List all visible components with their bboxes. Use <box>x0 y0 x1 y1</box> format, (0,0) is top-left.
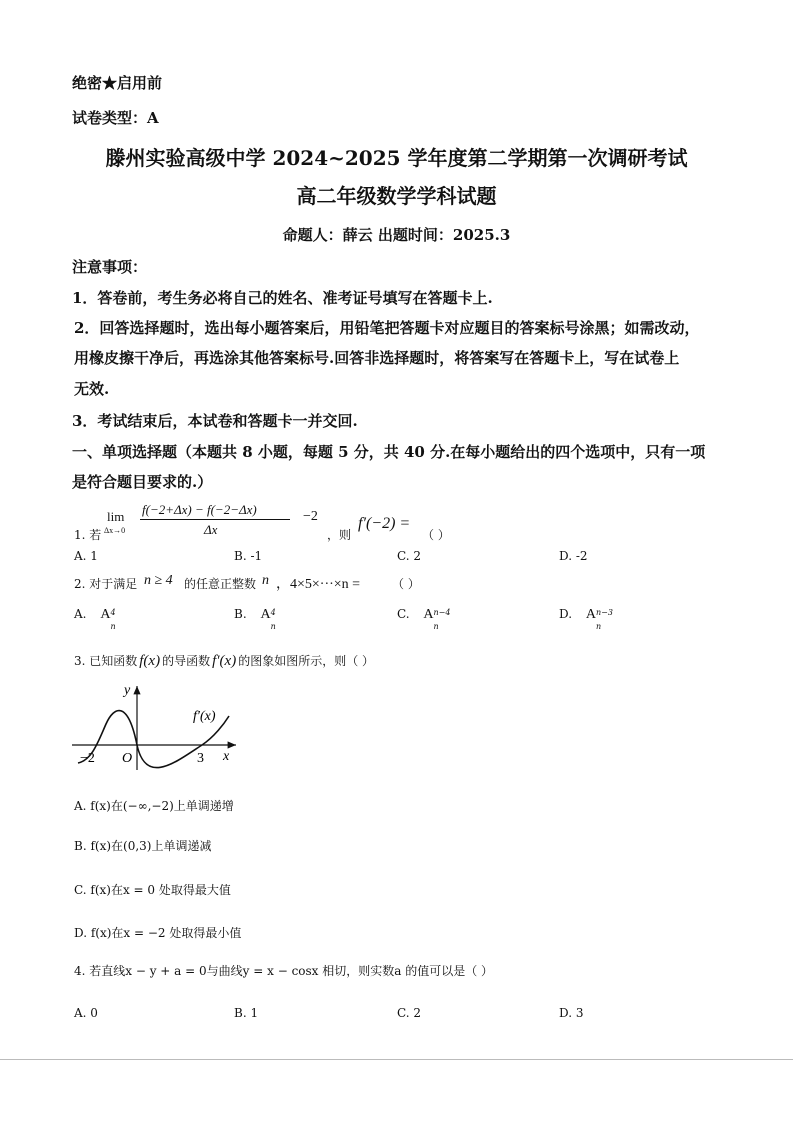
q2-option-a <box>74 607 120 631</box>
q2-option-b <box>234 607 281 631</box>
q2-option-d-symbol: A <box>585 607 596 622</box>
q1-option-a: A. 1 <box>74 549 98 563</box>
x-axis-label: x <box>223 749 230 764</box>
q3-option-b: B. f(x)在(0,3)上单调递减 <box>74 839 212 853</box>
exam-subtitle: 高二年级数学学科试题 <box>296 184 497 208</box>
q3-suffix: 的图象如图所示，则（ ） <box>238 654 375 668</box>
section-heading-line-2: 是符合题目要求的.） <box>72 473 213 491</box>
q3-stem <box>74 652 374 670</box>
q3-option-a: A. f(x)在(−∞,−2)上单调递增 <box>74 799 234 813</box>
q1-rhs: −2 <box>303 509 318 524</box>
q3-prefix: 3. 已知函数 <box>74 654 138 668</box>
q2-condition: n ≥ 4 <box>144 573 173 588</box>
q2-option-d-label: D. <box>559 607 573 621</box>
q2-option-c <box>397 607 458 631</box>
q1-denominator: Δx <box>204 522 218 537</box>
q2-option-c-symbol: A <box>423 607 434 622</box>
q3-derivative-graph <box>66 682 246 772</box>
q1-fraction-bar <box>140 519 290 520</box>
q2-option-c-sub: n <box>433 622 439 631</box>
q1-ask: f′(−2) = <box>358 515 411 532</box>
q4-option-c: C. 2 <box>397 1006 422 1020</box>
q1-option-b: B. -1 <box>234 549 263 563</box>
page-bottom-divider <box>0 1059 793 1060</box>
q2-option-a-sup: 4 <box>110 608 116 617</box>
origin-label: O <box>122 751 133 766</box>
q2-option-b-label: B. <box>234 607 247 621</box>
q2-option-d-sup: n−3 <box>595 608 613 617</box>
exam-title: 滕州实验高级中学 2024~2025 学年度第二学期第一次调研考试 <box>105 146 688 170</box>
q2-var: n <box>262 573 269 588</box>
note-3: 3．考试结束后，本试卷和答题卡一并交回. <box>72 412 358 430</box>
q3-option-c: C. f(x)在x = 0 处取得最大值 <box>74 883 231 897</box>
section-heading-line-1: 一、单项选择题（本题共 8 小题，每题 5 分，共 40 分.在每小题给出的四个选项中，只有一项 <box>72 443 706 461</box>
tick-neg2: −2 <box>80 751 95 766</box>
q2-prefix: 2. 对于满足 <box>74 577 138 591</box>
tick-3: 3 <box>197 751 204 766</box>
q1-prefix: 1. 若 <box>74 528 102 542</box>
q4-stem: 4. 若直线x − y + a = 0与曲线y = x − cosx 相切，则实数a 的值可以是（ ） <box>74 964 494 978</box>
author-line: 命题人：薛云 出题时间：2025.3 <box>282 226 511 244</box>
q1-option-c: C. 2 <box>397 549 422 563</box>
y-axis-label: y <box>124 683 131 698</box>
q2-option-d <box>559 607 620 631</box>
q2-option-b-symbol: A <box>260 607 271 622</box>
q1-numerator: f(−2+Δx) − f(−2−Δx) <box>142 502 257 517</box>
q2-option-d-sub: n <box>595 622 602 631</box>
q4-option-d: D. 3 <box>559 1006 584 1020</box>
q2-option-c-label: C. <box>397 607 410 621</box>
q2-option-b-sub: n <box>270 622 276 631</box>
q3-option-d: D. f(x)在x = −2 处取得最小值 <box>74 926 242 940</box>
q2-option-b-sup: 4 <box>270 608 276 617</box>
q1-lim-sub: Δx→0 <box>104 526 126 535</box>
q3-mid: 的导函数 <box>162 654 211 668</box>
q1-lim: lim <box>107 509 125 524</box>
paper-type: 试卷类型：A <box>72 109 159 127</box>
q1-then: ，则 <box>327 528 352 542</box>
q1-paren: （ ） <box>422 528 450 542</box>
secret-label: 绝密★启用前 <box>72 74 163 92</box>
q4-option-b: B. 1 <box>234 1006 259 1020</box>
q2-option-c-sup: n−4 <box>433 608 451 617</box>
note-2-line-3: 无效. <box>74 380 110 398</box>
q2-option-a-symbol: A <box>100 607 111 622</box>
q2-option-a-sub: n <box>110 622 116 631</box>
q2-mid: 的任意正整数 <box>184 577 257 591</box>
q4-option-a: A. 0 <box>74 1006 98 1020</box>
q2-option-a-label: A. <box>74 607 87 621</box>
q3-f: f(x) <box>139 653 161 669</box>
note-2-line-2: 用橡皮擦干净后，再选涂其他答案标号.回答非选择题时，将答案写在答题卡上，写在试卷上 <box>74 349 680 367</box>
q2-paren: （ ） <box>392 577 420 591</box>
q1-option-d: D. -2 <box>559 549 588 563</box>
notes-heading: 注意事项： <box>72 258 148 276</box>
note-1: 1．答卷前，考生务必将自己的姓名、准考证号填写在答题卡上. <box>72 289 493 307</box>
curve-label: f′(x) <box>193 709 216 724</box>
q3-fp: f′(x) <box>212 653 237 669</box>
note-2-line-1: 2．回答选择题时，选出每小题答案后，用铅笔把答题卡对应题目的答案标号涂黑；如需改动， <box>74 319 700 337</box>
q2-expression: ，4×5×···×n = <box>276 577 361 592</box>
